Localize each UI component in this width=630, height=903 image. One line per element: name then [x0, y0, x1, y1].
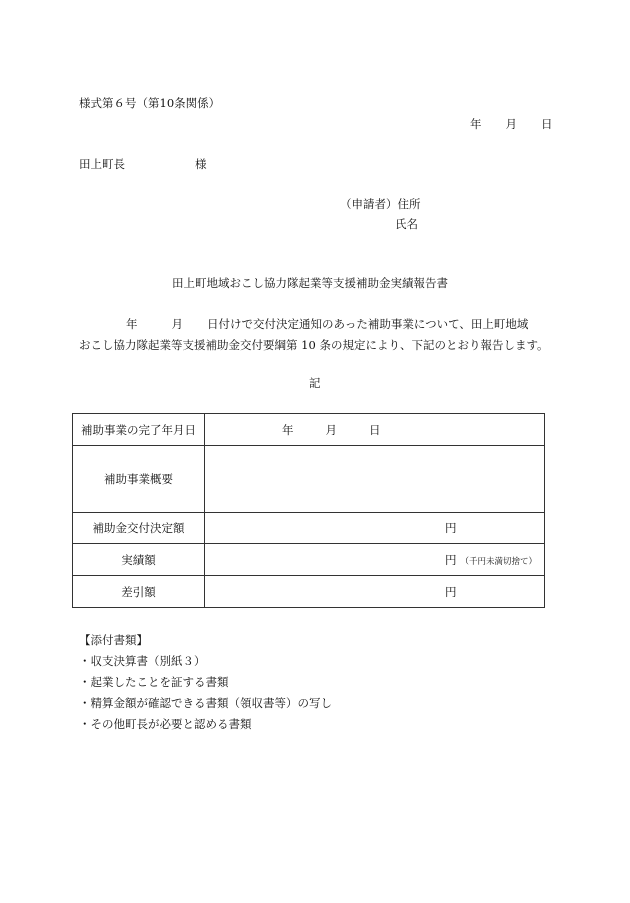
- attachment-item: ・収支決算書（別紙３）: [79, 654, 206, 668]
- table-row-completion-date: [73, 414, 545, 446]
- body-text-line-2: おこし協力隊起業等支援補助金交付要綱第 10 条の規定により、下記のとおり報告します。: [79, 338, 549, 352]
- date-year: 年: [470, 117, 482, 131]
- ki-marker: 記: [309, 376, 321, 390]
- addressee: [79, 157, 207, 171]
- report-table: [72, 413, 545, 608]
- completion-year: 年: [282, 422, 294, 437]
- completion-date-field[interactable]: [205, 414, 545, 446]
- actual-amount-field[interactable]: [205, 544, 545, 576]
- form-number: 様式第６号（第10条関係）: [79, 96, 221, 110]
- completion-date-label: 補助事業の完了年月日: [73, 414, 205, 446]
- actual-amount-unit: 円: [445, 552, 457, 567]
- actual-amount-unit-wrap: [445, 552, 537, 568]
- table-row-summary: [73, 446, 545, 513]
- decision-amount-unit: 円: [445, 521, 457, 535]
- date-month: 月: [505, 117, 517, 131]
- difference-unit: 円: [445, 584, 457, 599]
- document-title: 田上町地域おこし協力隊起業等支援補助金実績報告書: [172, 276, 448, 290]
- actual-amount-note: （千円未満切捨て）: [460, 556, 538, 567]
- difference-field[interactable]: [205, 576, 545, 608]
- table-row-difference: [73, 576, 545, 608]
- attachment-item: ・その他町長が必要と認める書類: [79, 717, 252, 731]
- body-text-line-1: [126, 319, 528, 331]
- body-year: 年: [126, 317, 138, 331]
- body-rest: 日付けで交付決定通知のあった補助事業について、田上町地域: [207, 317, 529, 331]
- addressee-name: 田上町長: [79, 157, 125, 171]
- table-row-decision-amount: [73, 513, 545, 544]
- completion-month: 月: [325, 422, 337, 437]
- attachments-section: [79, 630, 332, 735]
- applicant-name-label: 氏名: [395, 217, 418, 231]
- attachment-item: ・起業したことを証する書類: [79, 675, 229, 689]
- date-day: 日: [541, 117, 553, 131]
- summary-field[interactable]: [205, 446, 545, 513]
- date-line: [470, 119, 553, 131]
- addressee-honorific: 様: [195, 157, 207, 171]
- actual-amount-label: 実績額: [73, 544, 205, 576]
- decision-amount-field[interactable]: [205, 513, 545, 544]
- table-row-actual-amount: [73, 544, 545, 576]
- summary-label: 補助事業概要: [73, 446, 205, 513]
- difference-label: 差引額: [73, 576, 205, 608]
- decision-amount-label: 補助金交付決定額: [73, 513, 205, 544]
- applicant-address-label: （申請者）住所: [340, 197, 421, 211]
- attachments-heading: 【添付書類】: [79, 633, 148, 647]
- body-month: 月: [171, 317, 183, 331]
- attachment-item: ・精算金額が確認できる書類（領収書等）の写し: [79, 696, 332, 710]
- completion-day: 日: [369, 422, 381, 437]
